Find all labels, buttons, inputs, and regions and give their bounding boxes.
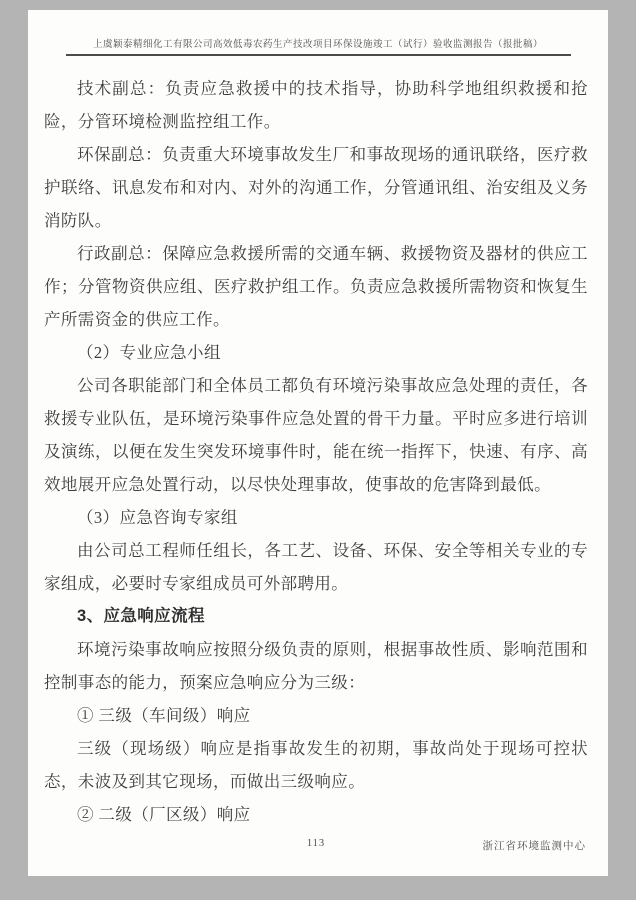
list-item-level3: ① 三级（车间级）响应 xyxy=(77,706,251,725)
document-body xyxy=(44,72,588,831)
section-heading: 3、应急响应流程 xyxy=(77,607,205,625)
running-header-title: 上虞颖泰精细化工有限公司高效低毒农药生产技改项目环保设施竣工（试行）验收监测报告（报批稿） xyxy=(66,36,571,56)
subsection-label: （2）专业应急小组 xyxy=(77,343,221,362)
subsection-label: （3）应急咨询专家组 xyxy=(77,508,238,527)
footer-organization: 浙江省环境监测中心 xyxy=(482,841,586,852)
list-item-level2: ② 二级（厂区级）响应 xyxy=(77,805,251,824)
paragraph: 由公司总工程师任组长，各工艺、设备、环保、安全等相关专业的专家组成，必要时专家组成员可外部聘用。 xyxy=(44,541,588,593)
paragraph: 环保副总：负责重大环境事故发生厂和事故现场的通讯联络，医疗救护联络、讯息发布和对内、对外的沟通工作，分管通讯组、治安组及义务消防队。 xyxy=(44,145,588,230)
paragraph: 三级（现场级）响应是指事故发生的初期，事故尚处于现场可控状态，未波及到其它现场，而做出三级响应。 xyxy=(44,739,588,791)
document-page xyxy=(28,10,608,876)
paragraph: 技术副总：负责应急救援中的技术指导，协助科学地组织救援和抢险，分管环境检测监控组工作。 xyxy=(44,79,588,131)
page-number: 113 xyxy=(306,838,326,849)
paragraph: 公司各职能部门和全体员工都负有环境污染事故应急处理的责任，各救援专业队伍，是环境污染事件应急处置的骨干力量。平时应多进行培训及演练，以便在发生突发环境事件时，能在统一指挥下，快速、有序、高效地展开应急处置行动，以尽快处理事故，使事故的危害降到最低。 xyxy=(44,376,588,494)
paragraph: 环境污染事故响应按照分级负责的原则，根据事故性质、影响范围和控制事态的能力，预案应急响应分为三级： xyxy=(44,640,588,692)
page-footer xyxy=(44,838,588,854)
paragraph: 行政副总：保障应急救援所需的交通车辆、救援物资及器材的供应工作；分管物资供应组、医疗救护组工作。负责应急救援所需物资和恢复生产所需资金的供应工作。 xyxy=(44,244,588,329)
